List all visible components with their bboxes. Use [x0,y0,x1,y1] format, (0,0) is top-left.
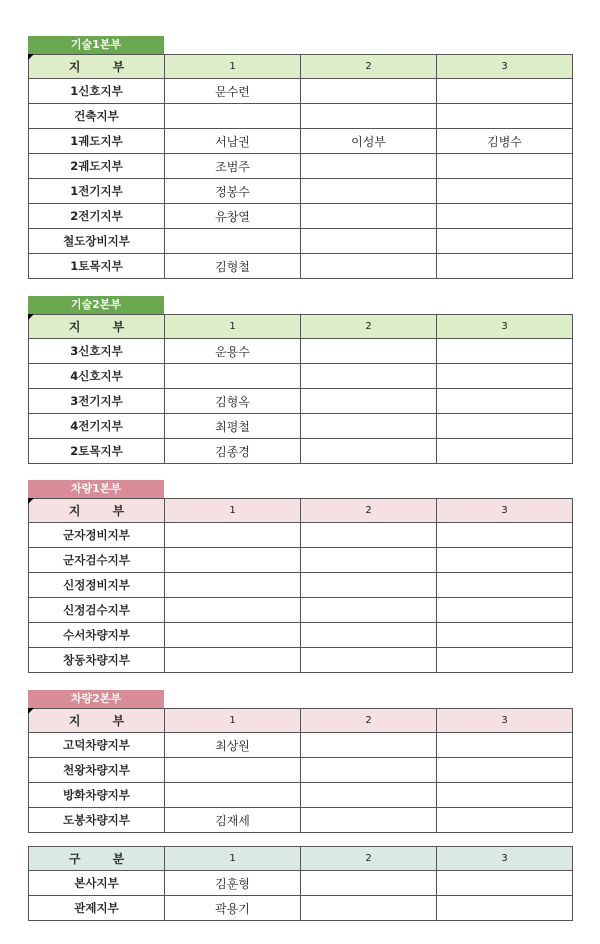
member-cell: 김재세 [165,808,301,833]
member-cell: 김형철 [165,254,301,279]
section-tag: 기술2본부 [28,296,164,314]
branch-name-cell: 관제지부 [29,896,165,921]
member-cell: 정봉수 [165,179,301,204]
member-cell [301,414,437,439]
branch-name-cell: 군자검수지부 [29,548,165,573]
member-cell [301,733,437,758]
member-cell [437,758,573,783]
member-cell: 이성부 [301,129,437,154]
member-cell [437,154,573,179]
branch-name-cell: 4신호지부 [29,364,165,389]
header-cell: 3 [437,847,573,871]
section-vehicle-2 [28,690,572,833]
branch-name-cell: 도봉차량지부 [29,808,165,833]
header-row [29,55,573,79]
member-cell [301,783,437,808]
member-cell [165,783,301,808]
section-tag: 차량1본부 [28,480,164,498]
section-table [28,708,573,833]
corner-marker [28,54,34,60]
member-cell [165,648,301,673]
branch-name-cell: 4전기지부 [29,414,165,439]
table-row [29,254,573,279]
header-cell: 3 [437,709,573,733]
member-cell [437,896,573,921]
member-cell: 조범주 [165,154,301,179]
member-cell [301,79,437,104]
table-row [29,573,573,598]
table-row [29,179,573,204]
table-row [29,783,573,808]
branch-name-cell: 2토목지부 [29,439,165,464]
member-cell: 곽용기 [165,896,301,921]
table-row [29,598,573,623]
member-cell [437,179,573,204]
table-row [29,79,573,104]
member-cell [301,204,437,229]
table-row [29,548,573,573]
branch-name-cell: 건축지부 [29,104,165,129]
member-cell [165,229,301,254]
table-row [29,896,573,921]
header-cell: 1 [165,55,301,79]
table-row [29,623,573,648]
member-cell: 김형옥 [165,389,301,414]
header-cell: 3 [437,499,573,523]
section-table [28,846,573,921]
table-row [29,204,573,229]
branch-name-cell: 본사지부 [29,871,165,896]
member-cell [301,389,437,414]
header-cell: 2 [301,499,437,523]
member-cell [301,229,437,254]
branch-name-cell: 3신호지부 [29,339,165,364]
header-row [29,709,573,733]
header-cell: 1 [165,315,301,339]
member-cell [437,523,573,548]
member-cell [437,648,573,673]
member-cell [301,254,437,279]
member-cell [437,439,573,464]
header-cell: 2 [301,55,437,79]
member-cell [301,523,437,548]
table-row [29,439,573,464]
member-cell [437,204,573,229]
branch-name-cell: 군자정비지부 [29,523,165,548]
table-row [29,364,573,389]
member-cell [437,79,573,104]
member-cell: 최상원 [165,733,301,758]
member-cell: 최평철 [165,414,301,439]
header-cell: 1 [165,847,301,871]
branch-name-cell: 신정검수지부 [29,598,165,623]
section-tech-2 [28,296,572,464]
member-cell [165,623,301,648]
member-cell: 문수련 [165,79,301,104]
section-tech-1 [28,36,572,279]
member-cell [437,414,573,439]
member-cell [165,104,301,129]
member-cell [437,389,573,414]
member-cell [437,573,573,598]
header-row [29,847,573,871]
branch-name-cell: 방화차량지부 [29,783,165,808]
corner-marker [28,708,34,714]
header-cell: 2 [301,847,437,871]
header-cell: 지 부 [29,499,165,523]
member-cell [301,808,437,833]
member-cell [437,598,573,623]
table-row [29,733,573,758]
header-cell: 3 [437,55,573,79]
member-cell [165,598,301,623]
member-cell [301,179,437,204]
header-cell: 구 분 [29,847,165,871]
member-cell [301,573,437,598]
section-table [28,314,573,464]
header-cell: 1 [165,499,301,523]
table-row [29,154,573,179]
branch-name-cell: 천왕차량지부 [29,758,165,783]
member-cell [437,339,573,364]
section-table [28,54,573,279]
member-cell [301,339,437,364]
table-row [29,129,573,154]
table-row [29,648,573,673]
corner-marker [28,314,34,320]
branch-name-cell: 철도장비지부 [29,229,165,254]
member-cell [301,623,437,648]
member-cell [437,254,573,279]
member-cell [301,364,437,389]
member-cell [437,104,573,129]
member-cell [437,808,573,833]
member-cell [437,548,573,573]
member-cell [165,364,301,389]
table-row [29,389,573,414]
member-cell: 김훈형 [165,871,301,896]
table-row [29,229,573,254]
member-cell [301,648,437,673]
member-cell [437,623,573,648]
branch-name-cell: 창동차량지부 [29,648,165,673]
header-cell: 2 [301,709,437,733]
header-cell: 지 부 [29,315,165,339]
member-cell [301,439,437,464]
table-row [29,104,573,129]
member-cell [301,758,437,783]
branch-name-cell: 1전기지부 [29,179,165,204]
branch-name-cell: 1신호지부 [29,79,165,104]
branch-name-cell: 1토목지부 [29,254,165,279]
table-row [29,414,573,439]
table-row [29,758,573,783]
header-cell: 1 [165,709,301,733]
header-cell: 지 부 [29,55,165,79]
member-cell [165,523,301,548]
branch-name-cell: 고덕차량지부 [29,733,165,758]
member-cell [437,229,573,254]
member-cell [301,154,437,179]
table-row [29,808,573,833]
member-cell [301,104,437,129]
member-cell: 서남권 [165,129,301,154]
member-cell: 김종경 [165,439,301,464]
header-row [29,499,573,523]
section-tag: 차량2본부 [28,690,164,708]
member-cell: 운용수 [165,339,301,364]
header-row [29,315,573,339]
branch-name-cell: 3전기지부 [29,389,165,414]
table-row [29,871,573,896]
member-cell [165,758,301,783]
table-row [29,339,573,364]
member-cell [165,573,301,598]
header-cell: 2 [301,315,437,339]
member-cell [165,548,301,573]
branch-name-cell: 수서차량지부 [29,623,165,648]
section-vehicle-1 [28,480,572,673]
branch-name-cell: 2궤도지부 [29,154,165,179]
member-cell [437,733,573,758]
branch-name-cell: 1궤도지부 [29,129,165,154]
member-cell: 유창열 [165,204,301,229]
branch-name-cell: 신정정비지부 [29,573,165,598]
member-cell [301,598,437,623]
member-cell [437,364,573,389]
member-cell: 김병수 [437,129,573,154]
table-row [29,523,573,548]
member-cell [437,783,573,808]
member-cell [437,871,573,896]
member-cell [301,896,437,921]
section-tag: 기술1본부 [28,36,164,54]
corner-marker [28,498,34,504]
section-hq [28,846,572,921]
header-cell: 3 [437,315,573,339]
section-table [28,498,573,673]
member-cell [301,548,437,573]
header-cell: 지 부 [29,709,165,733]
branch-name-cell: 2전기지부 [29,204,165,229]
member-cell [301,871,437,896]
